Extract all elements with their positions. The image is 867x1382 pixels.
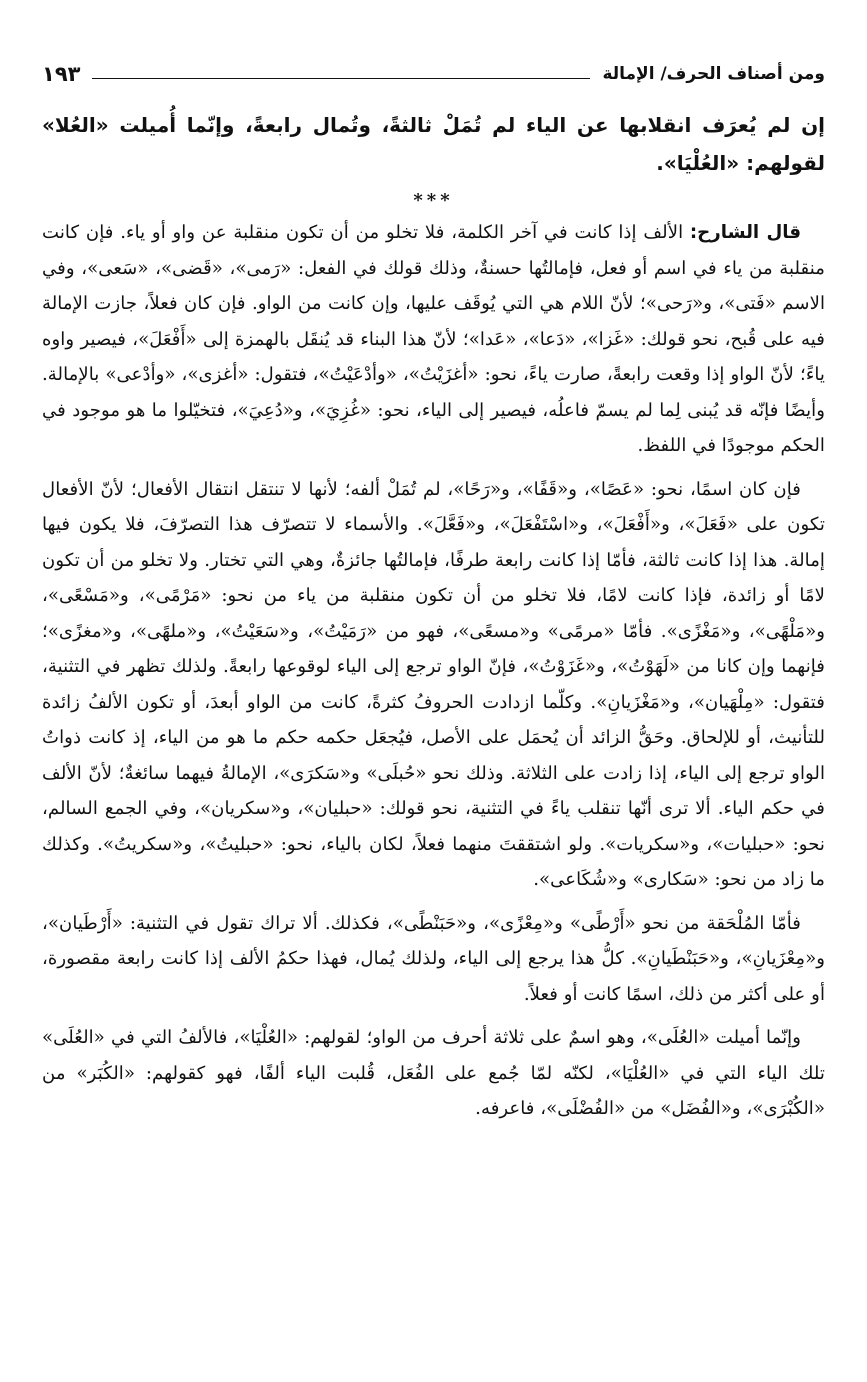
running-header xyxy=(42,54,825,88)
commentary-paragraph xyxy=(42,1020,825,1127)
paragraph-text: وإنّما أميلت «العُلَى»، وهو اسمٌ على ثلاثة أحرف من الواو؛ لقولهم: «العُلْيَا»، فالألفُ التي في «العُلَى» تلك الياء التي في «العُلْيَا»، لكنّه لمّا جُمع على الفُعَل، قُلبت الياء ألفًا، فهو كقولهم: «الكُبَر» من «الكُبْرَى»، و«الفُضَل» من «الفُضْلَى»، فاعرفه. xyxy=(42,1027,825,1119)
commentator-label: قال الشارح: xyxy=(689,222,801,243)
header-rule xyxy=(92,78,590,79)
commentary-paragraph xyxy=(42,215,825,464)
paragraph-text: فأمّا المُلْحَقة من نحو «أَرْطًى» و«مِعْزًى»، و«حَبَنْطًى»، فكذلك. ألا تراك تقول في التثنية: «أَرْطَيان»، و«مِعْزَيانِ»، و«حَبَنْطَيانِ». كلُّ هذا يرجع إلى الياء، ولذلك يُمال، فهذا حكمُ الألف إذا كانت رابعة مقصورة، أو على أكثر من ذلك، اسمًا كانت أو فعلاً. xyxy=(42,912,825,1005)
commentary-paragraph xyxy=(42,472,825,898)
base-text: إن لم يُعرَف انقلابها عن الياء لم تُمَلْ ثالثةً، وتُمال رابعةً، وإنّما أُميلت «العُلا» لقولهم: «العُلْيَا». xyxy=(42,113,825,175)
paragraph-text: الألف إذا كانت في آخر الكلمة، فلا تخلو من أن تكون منقلبة عن واو أو ياء. فإن كانت منقلبة من ياء في اسم أو فعل، فإمالتُها حسنةٌ، وذلك قولك في الفعل: «رَمى»، «قَضى»، «سَعى»، وفي الاسم «فَتى»، و«رَحى»؛ لأنّ اللام هي التي يُوقَف عليها، وإن كانت من الواو. فإن كان فعلاً، جازت الإمالة فيه على قُبح، نحو قولك: «غَزا»، «دَعا»، «عَدا»؛ لأنّ هذا البناء قد يُنقَل بالهمزة إلى «أَفْعَلَ»، فيصير واوه ياءً؛ لأنّ الواو إذا وقعت رابعةً، صارت ياءً، نحو: «أغزَيْتُ»، «وأدْعَيْتُ»، فتقول: «أغزى»، «وأدْعى» بالإمالة. وأيضًا فإنّه قد يُبنى لِما لم يسمّ فاعلُه، فيصير إلى الياء، نحو: «غُزِيَ»، و«دُعِيَ»، فتخيّلوا ما هو موجود في الحكم موجودًا في اللفظ. xyxy=(42,222,825,456)
section-separator: *** xyxy=(413,190,454,211)
page-number: ١٩٣ xyxy=(42,62,81,86)
chapter-title: ومن أصناف الحرف/ الإمالة xyxy=(602,64,825,84)
paragraph-text: فإن كان اسمًا، نحو: «عَصًا»، و«قَفًا»، و«رَحًا»، لم تُمَلْ ألفه؛ لأنها لا تنتقل انتقال الأفعال؛ لأنّ الأفعال تكون على «فَعَلَ»، و«أَفْعَلَ»، و«اسْتَفْعَلَ»، و«فَعَّلَ». والأسماء لا تتصرّف هذا التصرّفَ، فلا يكون فيها إمالة. هذا إذا كانت ثالثة، فأمّا إذا كانت رابعة طرفًا، فإمالتُها جائزةٌ، وهي التي تختار. ولا تخلو من أن تكون لامًا أو زائدة، فإذا كانت لامًا، فلا تخلو من أن تكون منقلبة من ياء من نحو: «مَرْمًى»، و«مَسْعًى»، و«مَلْهًى»، و«مَغْزًى». فأمّا «مرمًى» و«مسعًى»، فهو من «رَمَيْتُ»، و«سَعَيْتُ»، و«ملهًى»، و«مغزًى»؛ فإنهما وإن كانا من «لَهَوْتُ»، و«غَزَوْتُ»، فإنّ الواو ترجع إلى الياء لوقوعها رابعةً. ولذلك تظهر في التثنية، فتقول: «مِلْهَيان»، و«مَغْزَيانِ». وكلّما ازدادت الحروفُ كثرةً، كانت من الواو أبعدَ، أو تكون الألفُ زائدة للتأنيث، أو للإلحاق. وحَقُّ الزائد أن يُحمَل على الأصل، فيُجعَل حكمه حكم ما هو من الياء، إذ كانت ذواتُ الواو ترجع إلى الياء، إذا زادت على الثلاثة. وذلك نحو «حُبلَى» و«سَكرَى»، الإمالةُ فيهما سائغةٌ؛ لأنّ الألف في حكم الياء. ألا ترى أنّها تنقلب ياءً في التثنية، نحو قولك: «حبليان»، و«سكريان»، وفي الجمع السالم، نحو: «حبليات»، و«سكريات». ولو اشتققتَ منهما فعلاً، لكان بالياء، نحو: «حبليتُ»، و«سكريتُ». وكذلك ما زاد من نحو: «سَكارى» و«شُكَاعى». xyxy=(42,478,825,890)
commentary-paragraph xyxy=(42,906,825,1013)
